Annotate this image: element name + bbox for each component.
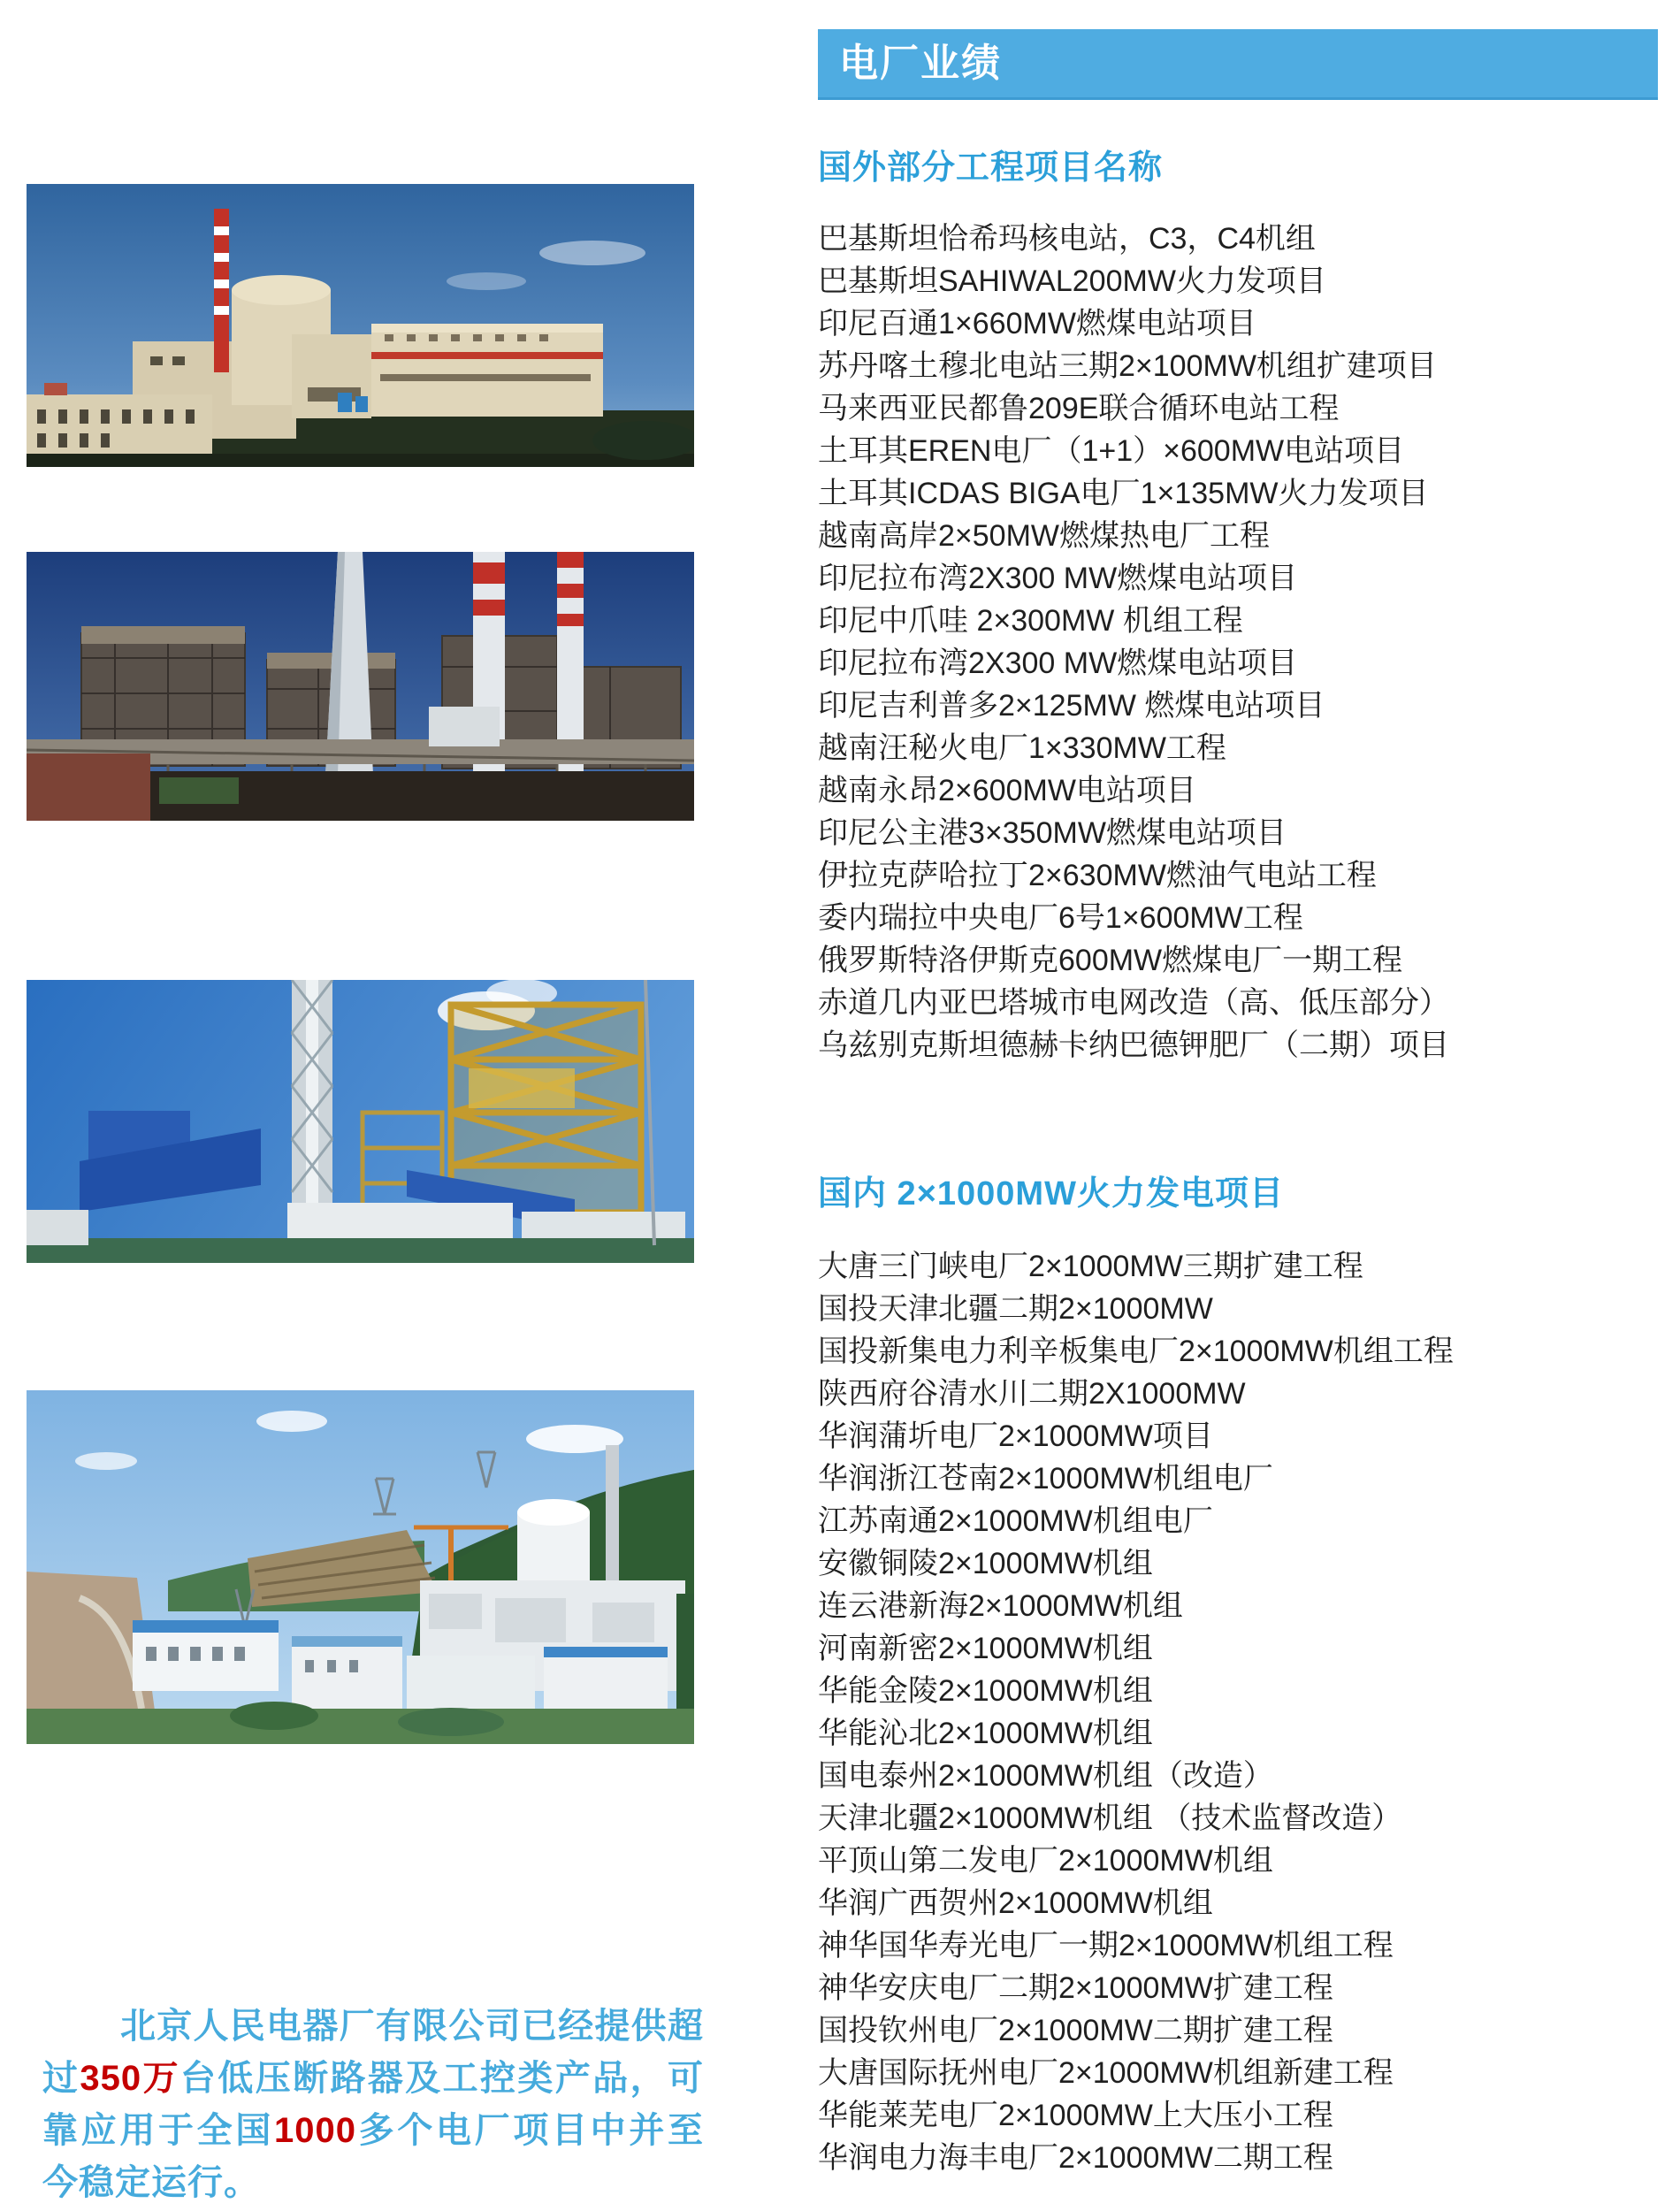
project-list-item: 国投天津北疆二期2×1000MW	[818, 1292, 1213, 1326]
project-list-item: 印尼公主港3×350MW燃煤电站项目	[818, 816, 1287, 850]
photo-plant-construction	[27, 980, 694, 1263]
photo-coastal-nuclear-plant	[27, 1390, 694, 1744]
section-banner	[818, 29, 1658, 100]
company-intro-paragraph	[42, 2001, 704, 2209]
project-list-item: 天津北疆2×1000MW机组 （技术监督改造）	[818, 1802, 1402, 1835]
project-list-item: 大唐国际抚州电厂2×1000MW机组新建工程	[818, 2056, 1394, 2090]
paragraph-segment: 350万	[80, 2059, 180, 2098]
project-list-item: 委内瑞拉中央电厂6号1×600MW工程	[818, 901, 1303, 935]
photo-nuclear-plant	[27, 184, 694, 467]
project-list-item: 华润电力海丰电厂2×1000MW二期工程	[818, 2141, 1333, 2175]
photo-coal-plant-boilers	[27, 552, 694, 821]
photo-coastal-plant-illustration	[27, 1390, 694, 1744]
project-list-item: 俄罗斯特洛伊斯克600MW燃煤电厂一期工程	[818, 944, 1403, 977]
project-list-item: 平顶山第二发电厂2×1000MW机组	[818, 1844, 1273, 1878]
photo-nuclear-plant-illustration	[27, 184, 694, 467]
banner-title: 电厂业绩	[839, 42, 1002, 85]
paragraph-segment: 多个电厂项目中并至今稳定运行。	[42, 2111, 705, 2202]
project-list-item: 安徽铜陵2×1000MW机组	[818, 1547, 1153, 1580]
paragraph-segment: 1000	[274, 2111, 356, 2150]
project-list-item: 越南永昂2×600MW电站项目	[818, 774, 1196, 807]
photo-coal-plant-illustration	[27, 552, 694, 821]
project-list-item: 印尼拉布湾2X300 MW燃煤电站项目	[818, 646, 1298, 680]
project-list-item: 华能金陵2×1000MW机组	[818, 1674, 1153, 1708]
project-list-item: 印尼百通1×660MW燃煤电站项目	[818, 307, 1256, 340]
project-list-item: 江苏南通2×1000MW机组电厂	[818, 1504, 1213, 1538]
paragraph-segment: 台低压断路器及工控类产品，可靠应用于全国	[42, 2059, 704, 2150]
project-list-item: 河南新密2×1000MW机组	[818, 1632, 1153, 1665]
project-list-item: 华润蒲圻电厂2×1000MW项目	[818, 1419, 1213, 1453]
project-list-item: 印尼吉利普多2×125MW 燃煤电站项目	[818, 689, 1325, 723]
project-list-item: 华能莱芜电厂2×1000MW上大压小工程	[818, 2099, 1333, 2132]
project-list-item: 巴基斯坦恰希玛核电站，C3，C4机组	[818, 222, 1316, 256]
project-list-item: 乌兹别克斯坦德赫卡纳巴德钾肥厂（二期）项目	[818, 1029, 1449, 1062]
domestic-section-title: 国内 2×1000MW火力发电项目	[818, 1175, 1284, 1213]
domestic-project-list	[818, 1245, 1667, 2179]
overseas-section-title: 国外部分工程项目名称	[818, 149, 1164, 187]
project-list-item: 神华安庆电厂二期2×1000MW扩建工程	[818, 1971, 1333, 2005]
paragraph-segment: 北京人民电器厂有限公司已经提供超过	[42, 2007, 704, 2098]
photo-construction-illustration	[27, 980, 694, 1263]
project-list-item: 印尼拉布湾2X300 MW燃煤电站项目	[818, 562, 1298, 595]
project-list-item: 大唐三门峡电厂2×1000MW三期扩建工程	[818, 1250, 1363, 1283]
project-list-item: 陕西府谷清水川二期2X1000MW	[818, 1377, 1246, 1411]
project-list-item: 越南高岸2×50MW燃煤热电厂工程	[818, 519, 1270, 553]
project-list-item: 赤道几内亚巴塔城市电网改造（高、低压部分）	[818, 986, 1449, 1020]
project-list-item: 神华国华寿光电厂一期2×1000MW机组工程	[818, 1929, 1394, 1962]
project-list-item: 国投新集电力利辛板集电厂2×1000MW机组工程	[818, 1335, 1454, 1368]
project-list-item: 连云港新海2×1000MW机组	[818, 1589, 1183, 1623]
overseas-project-list	[818, 218, 1667, 1067]
project-list-item: 华润广西贺州2×1000MW机组	[818, 1886, 1213, 1920]
project-list-item: 马来西亚民都鲁209E联合循环电站工程	[818, 392, 1340, 425]
project-list-item: 华能沁北2×1000MW机组	[818, 1717, 1153, 1750]
project-list-item: 苏丹喀土穆北电站三期2×100MW机组扩建项目	[818, 349, 1437, 383]
project-list-item: 国投钦州电厂2×1000MW二期扩建工程	[818, 2014, 1333, 2047]
project-list-item: 印尼中爪哇 2×300MW 机组工程	[818, 604, 1243, 638]
project-list-item: 华润浙江苍南2×1000MW机组电厂	[818, 1462, 1273, 1496]
project-list-item: 越南汪秘火电厂1×330MW工程	[818, 731, 1226, 765]
project-list-item: 土耳其EREN电厂（1+1）×600MW电站项目	[818, 434, 1405, 468]
project-list-item: 国电泰州2×1000MW机组（改造）	[818, 1759, 1273, 1793]
project-list-item: 土耳其ICDAS BIGA电厂1×135MW火力发项目	[818, 477, 1429, 510]
project-list-item: 伊拉克萨哈拉丁2×630MW燃油气电站工程	[818, 859, 1377, 892]
project-list-item: 巴基斯坦SAHIWAL200MW火力发项目	[818, 264, 1326, 298]
